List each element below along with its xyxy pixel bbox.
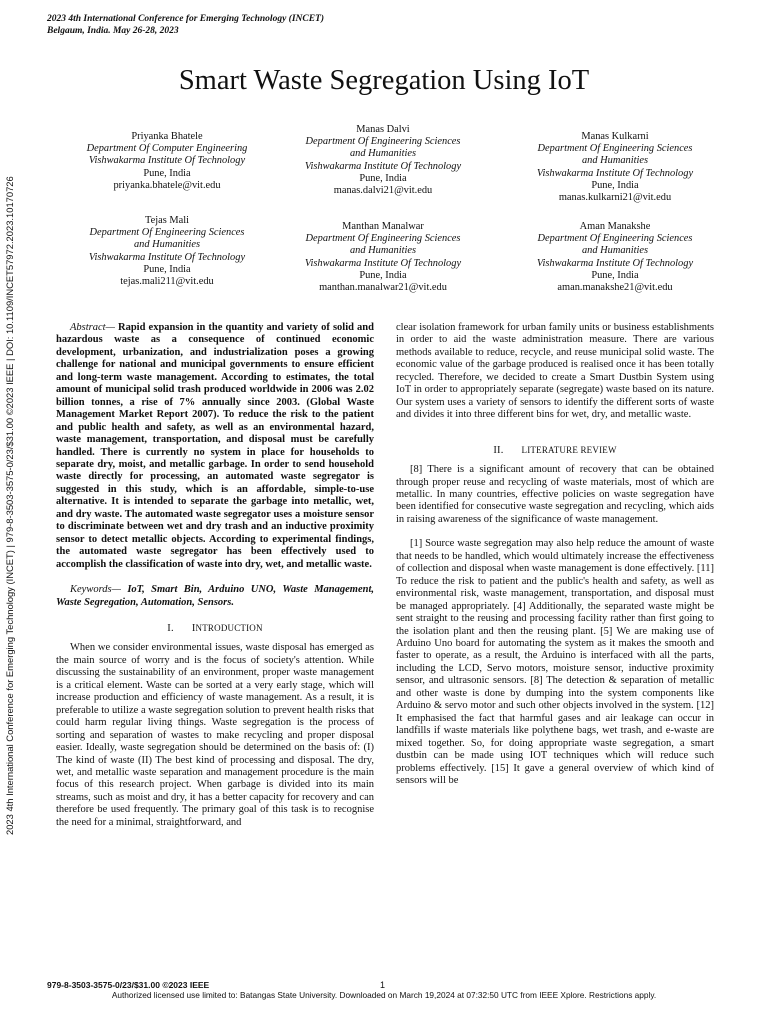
literature-paragraph: [8] There is a significant amount of recovery that can be obtained through proper reuse and recycling of waste materials, most of which are metallic. In many countries, effective policies on waste segregation have been identified for consecutive waste segregation and recycling, which aids in raising awareness of the significance of waste management. [396,464,714,525]
literature-paragraph: [1] Source waste segregation may also help reduce the amount of waste that needs to be handled, which would ultimately increase the effectiveness of collection and disposal when waste management is done effectively. [11] To reduce the risk to patient and the public's health and safety, as well as environmental risk, waste management, transportation, and disposal must be managed appropriately. [4] Additionally, the separated waste might be sent straight to the reusing and processing facility rather than first going to the isolation plant and then the reusing plant. [5] We are making use of Arduino Uno board for automating the system as it makes the smooth and faster to operate, as a result, the Arduino is interfaced with all the parts, including the LCD, Servo motors, moisture sensor, inductive proximity sensor, and ultrasonic sensors. [8] The detection & separation of metallic and other waste is done by dumping into the system components like Arduino & servo motor and such other objects involved in the system. [12] It emphasised the fact that harmful gases and air leakage can occur in landfills if waste materials like polythene bags, wet trash, and e-waste are mixed together. So, for doing appropriate waste segregation, a smart dustbin can be made using IOT techniques which will reduce such problems effectively. [15] It gave a general overview of which kind of sensors will be [396,538,714,786]
author-name: Manas Dalvi [356,124,410,135]
right-column [396,322,714,787]
section-number: I. [167,622,174,634]
footer-isbn: 979-8-3503-3575-0/23/$31.00 ©2023 IEEE [47,980,210,990]
author-institution: Vishwakarma Institute Of Technology [88,251,246,263]
section-number: II. [493,444,504,456]
conference-header [47,13,324,37]
author-institution: Vishwakarma Institute Of Technology [304,257,462,269]
author-department: and Humanities [349,148,417,160]
section-heading-literature-review [396,444,714,457]
author-department: Department Of Engineering Sciences [537,233,693,245]
author-email: manas.dalvi21@vit.edu [333,185,433,197]
author-institution: Vishwakarma Institute Of Technology [536,167,694,179]
author-email: priyanka.bhatele@vit.edu [113,179,221,191]
author-department: and Humanities [133,239,201,251]
section-title-initial: I [191,622,196,634]
author-department: Department Of Engineering Sciences [89,227,245,239]
author-name: Aman Manakshe [579,221,651,232]
license-footer: Authorized licensed use limited to: Batangas State University. Downloaded on March 19,2024 at 07:32:50 UTC from IEEE Xplore. Restrictions apply. [111,990,657,1000]
intro-paragraph: When we consider environmental issues, waste disposal has emerged as the main source of worry and is the focus of society's attention. While discussing the sustainability of an environment, proper waste management is a critical element. Waste can be sorted at a very early stage, which will increase production and efficiency of waste management. As a result, it is preferable to utilize a waste segregation solution to prevent health risks that could harm regular living things. Waste segregation is the process of sorting and separation of wastes to make recycling and proper disposal easier. Ideally, waste segregation should be determined on the basis of: (I) The kind of waste (II) The best kind of processing and disposal. The dry, wet, and metallic waste separation and management procedure is the main focus of this research project. When garbage is divided into its main streams, such as moist and dry, it has a better capacity for recovery and can therefore be used frequently. The primary goal of this task is to recognise the need for a minimal, straightforward, and [56,642,374,828]
author-email: manas.kulkarni21@vit.edu [558,192,672,204]
author-email: aman.manakshe21@vit.edu [557,282,673,294]
location-line: Belgaum, India. May 26-28, 2023 [47,26,179,36]
author-name: Manthan Manalwar [342,221,424,232]
author-name: Manas Kulkarni [581,131,649,142]
section-title-rest: ITERATURE REVIEW [527,444,617,455]
author-city: Pune, India [359,269,407,281]
author-block [500,221,730,294]
author-department: and Humanities [349,245,417,257]
author-institution: Vishwakarma Institute Of Technology [304,160,462,172]
author-department: Department Of Engineering Sciences [305,136,461,148]
author-city: Pune, India [591,179,639,191]
abstract-lead: Abstract— [70,322,115,333]
keywords [56,584,374,609]
paragraph-gap [396,526,714,538]
author-department: Department Of Engineering Sciences [305,233,461,245]
author-institution: Vishwakarma Institute Of Technology [88,155,246,167]
conference-line: 2023 4th International Conference for Emerging Technology (INCET) [47,14,325,24]
page-number: 1 [380,980,386,990]
author-city: Pune, India [143,263,191,275]
doi-sidebar-text: 2023 4th International Conference for Emerging Technology (INCET) | 979-8-3503-3575-0/23/$31.00 ©2023 IEEE | DOI: 10.1109/INCET57972.2023.10170726 [4,176,15,835]
author-block [52,131,282,192]
author-institution: Vishwakarma Institute Of Technology [536,257,694,269]
author-name: Priyanka Bhatele [131,131,203,142]
intro-paragraph-continued: clear isolation framework for urban family units or business establishments in order to aid the waste administration measure. There are various methods available to reduce, recycle, and reuse municipal solid waste. The economic value of the garbage produced is realised once it has been totally recycled. Therefore, we decided to create a Smart Dustbin System using IoT in order to appropriately separate (segregate) waste based on its nature. Our system uses a variety of sensors to identify the different sorts of waste and divides it into three different bins for wet, dry, and metallic waste. [396,322,714,421]
author-email: manthan.manalwar21@vit.edu [319,282,447,294]
abstract [56,322,374,571]
paper-title: Smart Waste Segregation Using IoT [178,65,590,96]
section-title-rest: NTRODUCTION [195,622,263,633]
author-block [500,131,730,204]
doi-sidebar [4,176,30,835]
left-column [56,322,374,829]
author-block [268,221,498,294]
author-city: Pune, India [591,269,639,281]
author-block [268,124,498,197]
section-title-initial: L [521,444,528,455]
author-block [52,215,282,288]
author-department: and Humanities [581,245,649,257]
author-city: Pune, India [143,167,191,179]
author-department: and Humanities [581,155,649,167]
author-department: Department Of Computer Engineering [86,143,248,155]
section-heading-introduction [56,622,374,635]
author-city: Pune, India [359,172,407,184]
keywords-lead: Keywords— [70,584,121,596]
author-name: Tejas Mali [145,215,189,226]
author-department: Department Of Engineering Sciences [537,143,693,155]
abstract-text: Rapid expansion in the quantity and variety of solid and hazardous waste as a consequence of continued economic development, urbanization, and industrialization poses a growing challenge for national and municipal governments to ensure efficient and long-term waste management. According to estimates, the total amount of municipal solid trash produced worldwide in 2006 was 2.02 billion tonnes, a rise of 7% annually since 2003. (Global Waste Management Market Report 2007). To reduce the risk to the patient and public health and safety, as well as an environmental hazard, waste management, transportation, and disposal must be carefully handled. There is currently no system in place for households to separate dry, moist, and metallic garbage. In order to send household waste directly for processing, an automated waste segregator is suggested in this study, which is an affordable, simple-to-use alternative. It is intended to separate the garbage into metallic, wet, and dry waste. The automated waste segregator uses a moisture sensor to discriminate between wet and dry trash and an inductive proximity sensor to detect metallic objects. According to experimental findings, the automated waste segregator has been effectively used to accomplish the classification of waste into dry, wet, and metallic waste. [56,322,374,570]
author-email: tejas.mali211@vit.edu [120,276,214,288]
keywords-text: IoT, Smart Bin, Arduino UNO, Waste Management, Waste Segregation, Automation, Sensors. [56,584,374,608]
